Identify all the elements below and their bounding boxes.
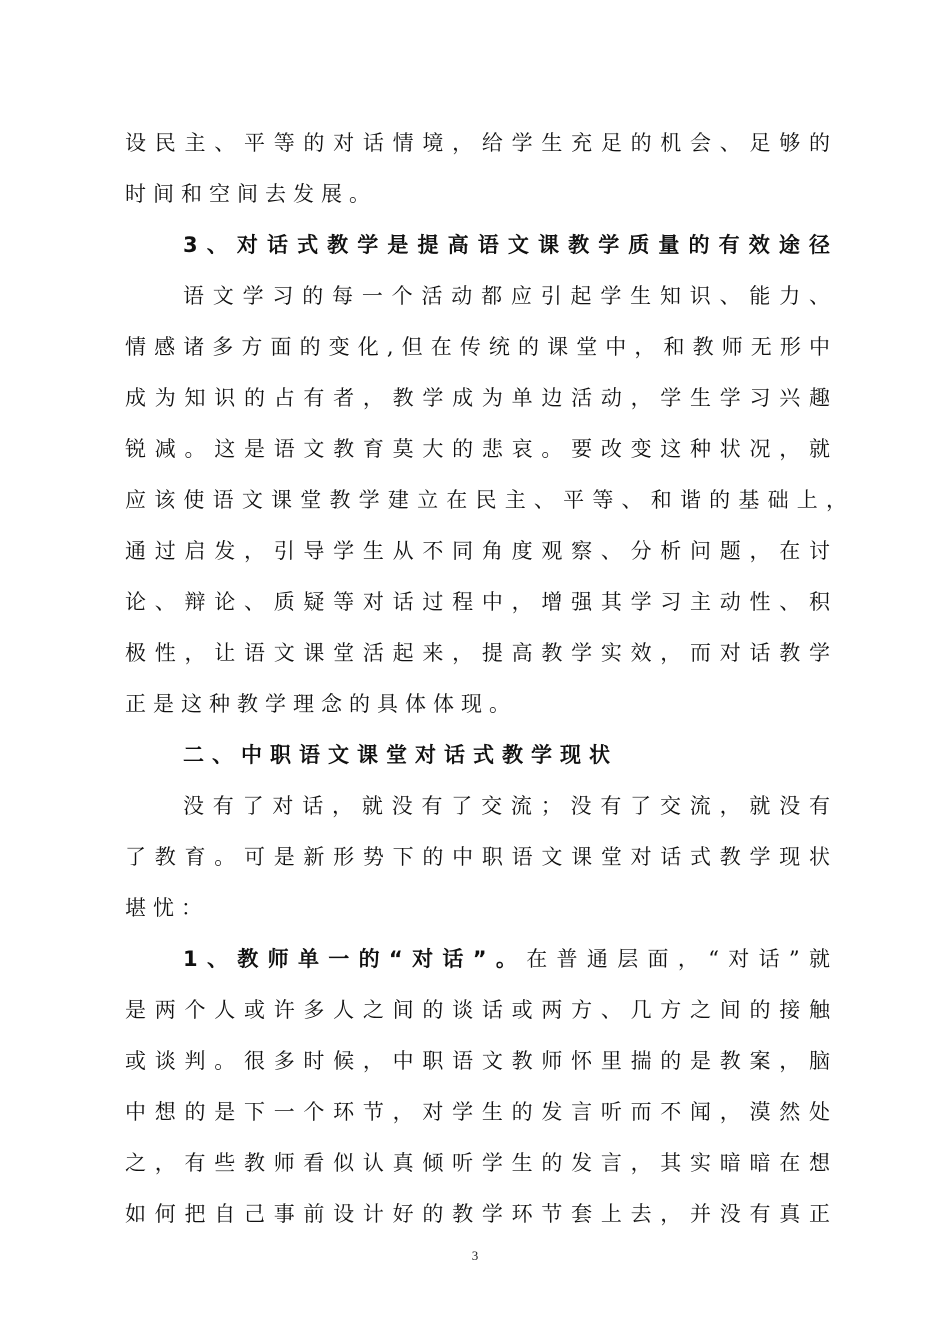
paragraph-line: 或谈判。很多时候，中职语文教师怀里揣的是教案，脑 — [125, 1049, 830, 1073]
paragraph-line: 论、辩论、质疑等对话过程中，增强其学习主动性、积 — [125, 590, 830, 614]
paragraph-line: 了教育。可是新形势下的中职语文课堂对话式教学现状 — [125, 845, 830, 869]
paragraph-line-mixed — [183, 946, 830, 972]
section-heading: 二、中职语文课堂对话式教学现状 — [183, 743, 618, 767]
paragraph-line: 通过启发，引导学生从不同角度观察、分析问题，在讨 — [125, 539, 830, 563]
paragraph-line: 成为知识的占有者，教学成为单边活动，学生学习兴趣 — [125, 386, 830, 410]
paragraph-line: 是两个人或许多人之间的谈话或两方、几方之间的接触 — [125, 998, 830, 1022]
paragraph-line: 极性，让语文课堂活起来，提高教学实效，而对话教学 — [125, 641, 830, 665]
paragraph-line: 语文学习的每一个活动都应引起学生知识、能力、 — [183, 284, 830, 308]
paragraph-text: 在普通层面，“对话”就 — [526, 947, 830, 971]
section-heading: 3、对话式教学是提高语文课教学质量的有效途径 — [183, 233, 830, 257]
paragraph-line: 如何把自己事前设计好的教学环节套上去，并没有真正 — [125, 1202, 830, 1226]
paragraph-line: 堪忧： — [125, 896, 209, 920]
paragraph-line: 应该使语文课堂教学建立在民主、平等、和谐的基础上， — [125, 488, 847, 512]
paragraph-line: 中想的是下一个环节，对学生的发言听而不闻，漠然处 — [125, 1100, 830, 1124]
page-number: 3 — [471, 1248, 479, 1263]
paragraph-line: 设民主、平等的对话情境，给学生充足的机会、足够的 — [125, 131, 830, 155]
paragraph-line: 之，有些教师看似认真倾听学生的发言，其实暗暗在想 — [125, 1151, 830, 1175]
paragraph-line: 情感诸多方面的变化,但在传统的课堂中，和教师无形中 — [125, 335, 830, 359]
paragraph-line: 正是这种教学理念的具体体现。 — [125, 692, 517, 716]
paragraph-line: 时间和空间去发展。 — [125, 182, 377, 206]
subheading-bold-text: 1、教师单一的“对话”。 — [183, 947, 527, 971]
paragraph-line: 没有了对话，就没有了交流；没有了交流，就没有 — [183, 794, 830, 818]
paragraph-line: 锐减。这是语文教育莫大的悲哀。要改变这种状况，就 — [125, 437, 830, 461]
